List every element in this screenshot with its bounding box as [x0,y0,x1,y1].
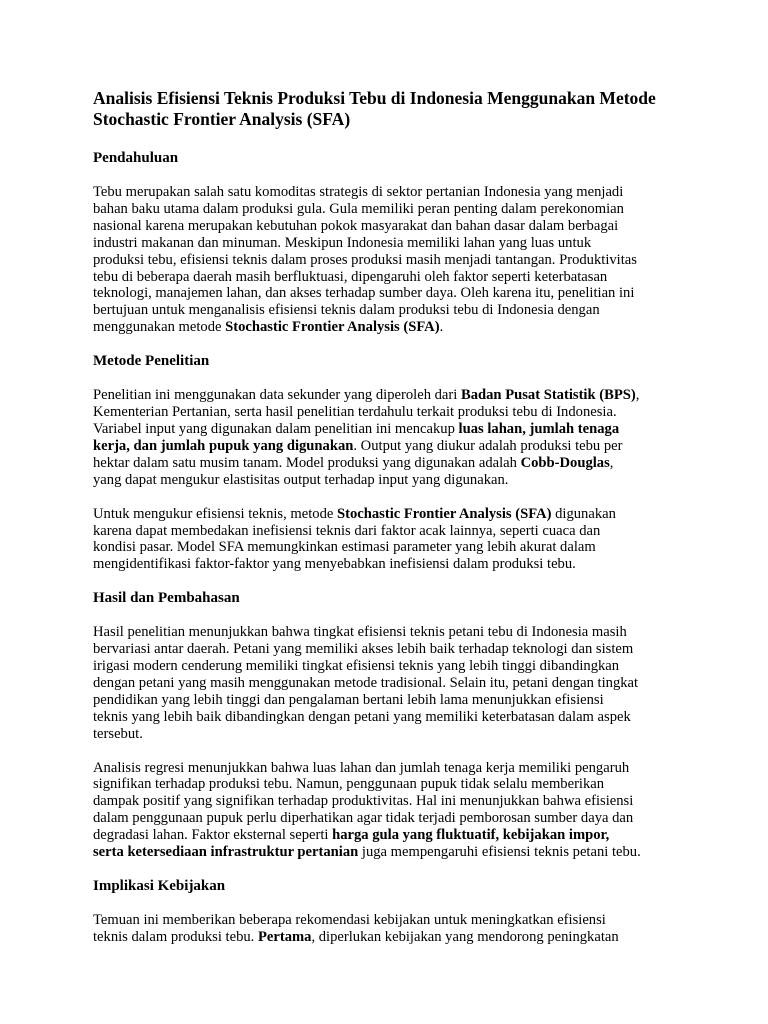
bold-text: Badan Pusat Statistik (BPS) [460,387,636,404]
section-heading-metode: Metode Penelitian [93,353,210,370]
text-run: digunakan [551,505,616,522]
paragraph-line: Analisis regresi menunjukkan bahwa luas lahan dan jumlah tenaga kerja memiliki pengaruh [93,759,630,776]
paragraph-line: bahan baku utama dalam produksi gula. Gula memiliki peran penting dalam perekonomian [93,200,624,217]
text-run: hektar dalam satu musim tanam. Model produksi yang digunakan adalah [93,454,521,471]
text-run: , [635,387,640,404]
text-run: Variabel input yang digunakan dalam penelitian ini mencakup [93,420,459,437]
paragraph-hasil-1 [93,624,683,742]
paragraph-line: teknis yang lebih baik dibandingkan dengan petani yang memiliki keterbatasan dalam aspek [93,708,631,725]
paragraph-line: Hasil penelitian menunjukkan bahwa tingkat efisiensi teknis petani tebu di Indonesia masih [93,624,627,641]
bold-text: luas lahan, jumlah tenaga [458,420,620,437]
paragraph-line [93,438,683,455]
paragraph-line: bervariasi antar daerah. Petani yang memiliki akses lebih baik terhadap teknologi dan sistem [93,641,634,658]
paragraph-line [93,844,683,861]
paragraph-line: bertujuan untuk menganalisis efisiensi teknis dalam produksi tebu di Indonesia dengan [93,302,600,319]
paragraph-line [93,506,683,523]
paragraph-line: dengan petani yang masih menggunakan metode tradisional. Selain itu, petani dengan tingkat [93,674,639,691]
section-heading-pendahuluan: Pendahuluan [93,150,179,166]
text-run: , [609,454,614,471]
bold-text: kerja, dan jumlah pupuk yang digunakan [93,437,354,454]
paragraph-line: signifikan terhadap produksi tebu. Namun, penggunaan pupuk tidak selalu memberikan [93,776,605,793]
text-run: , diperlukan kebijakan yang mendorong peningkatan [311,928,619,945]
paragraph-line: nasional karena merupakan kebutuhan pokok masyarakat dan bahan dasar dalam berbagai [93,217,619,234]
text-run: juga mempengaruhi efisiensi teknis petani tebu. [358,844,641,861]
bold-text: serta ketersediaan infrastruktur pertanian [93,844,359,861]
paragraph-implikasi [93,912,683,946]
paragraph-line [93,387,683,404]
paragraph-line [93,827,683,844]
bold-text: Pertama [257,928,312,945]
paragraph-line: kondisi pasar. Model SFA memungkinkan estimasi parameter yang lebih akurat dalam [93,539,596,556]
paragraph-line: Temuan ini memberikan beberapa rekomendasi kebijakan untuk meningkatkan efisiensi [93,912,606,928]
paragraph-line: industri makanan dan minuman. Meskipun Indonesia memiliki lahan yang luas untuk [93,234,592,251]
title-line: Stochastic Frontier Analysis (SFA) [93,109,351,129]
paragraph-line: dalam penggunaan pupuk perlu diperhatikan agar tidak terjadi pemborosan sumber daya dan [93,810,634,827]
paragraph-line: dampak positif yang signifikan terhadap produktivitas. Hal ini menunjukkan bahwa efisiensi [93,793,634,810]
bold-text: harga gula yang fluktuatif, kebijakan impor, [332,827,610,844]
text-run: teknis dalam produksi tebu. [93,928,258,945]
text-run: menggunakan metode [93,319,226,336]
paragraph-line: mengidentifikasi faktor-faktor yang menyebabkan inefisiensi dalam produksi tebu. [93,556,576,573]
paragraph-line [93,929,683,946]
paragraph-line: irigasi modern cenderung memiliki tingkat efisiensi teknis yang lebih tinggi dibandingkan [93,658,620,675]
bold-text: Stochastic Frontier Analysis (SFA) [225,319,440,336]
paragraph-line [93,455,683,472]
document-title [93,88,683,130]
text-run: . Output yang diukur adalah produksi tebu per [353,437,623,454]
paragraph-line [93,421,683,438]
paragraph-line: pendidikan yang lebih tinggi dan pengalaman bertani lebih lama menunjukkan efisiensi [93,691,604,708]
paragraph-line: produksi tebu, efisiensi teknis dalam proses produksi masih menjadi tantangan. Produktivitas [93,251,637,268]
bold-text: Stochastic Frontier Analysis (SFA) [337,505,552,522]
title-line: Analisis Efisiensi Teknis Produksi Tebu di Indonesia Menggunakan Metode [93,88,656,108]
paragraph-line: tebu di beberapa daerah masih berfluktuasi, dipengaruhi oleh faktor seperti keterbatasan [93,268,608,285]
paragraph-hasil-2 [93,760,683,861]
text-run: Untuk mengukur efisiensi teknis, metode [93,505,337,522]
text-run: Penelitian ini menggunakan data sekunder yang diperoleh dari [93,387,461,404]
paragraph-line: yang dapat mengukur elastisitas output terhadap input yang digunakan. [93,471,509,488]
paragraph-line: karena dapat membedakan inefisiensi teknis dari faktor acak lainnya, seperti cuaca dan [93,522,601,539]
paragraph-pendahuluan [93,184,683,336]
paragraph-metode-1 [93,387,683,488]
section-heading-implikasi: Implikasi Kebijakan [93,878,226,894]
paragraph-line: tersebut. [93,725,143,742]
paragraph-line [93,319,683,336]
text-run: . [439,319,444,336]
bold-text: Cobb-Douglas [520,454,610,471]
paragraph-line: Kementerian Pertanian, serta hasil penelitian terdahulu terkait produksi tebu di Indonesia. [93,404,617,421]
paragraph-metode-2 [93,506,683,574]
section-heading-hasil: Hasil dan Pembahasan [93,590,240,607]
text-run: degradasi lahan. Faktor eksternal seperti [93,827,333,844]
paragraph-line: Tebu merupakan salah satu komoditas strategis di sektor pertanian Indonesia yang menjadi [93,184,624,200]
document-body [93,88,683,963]
paragraph-line: teknologi, manajemen lahan, dan akses terhadap sumber daya. Oleh karena itu, penelitian ini [93,285,635,302]
